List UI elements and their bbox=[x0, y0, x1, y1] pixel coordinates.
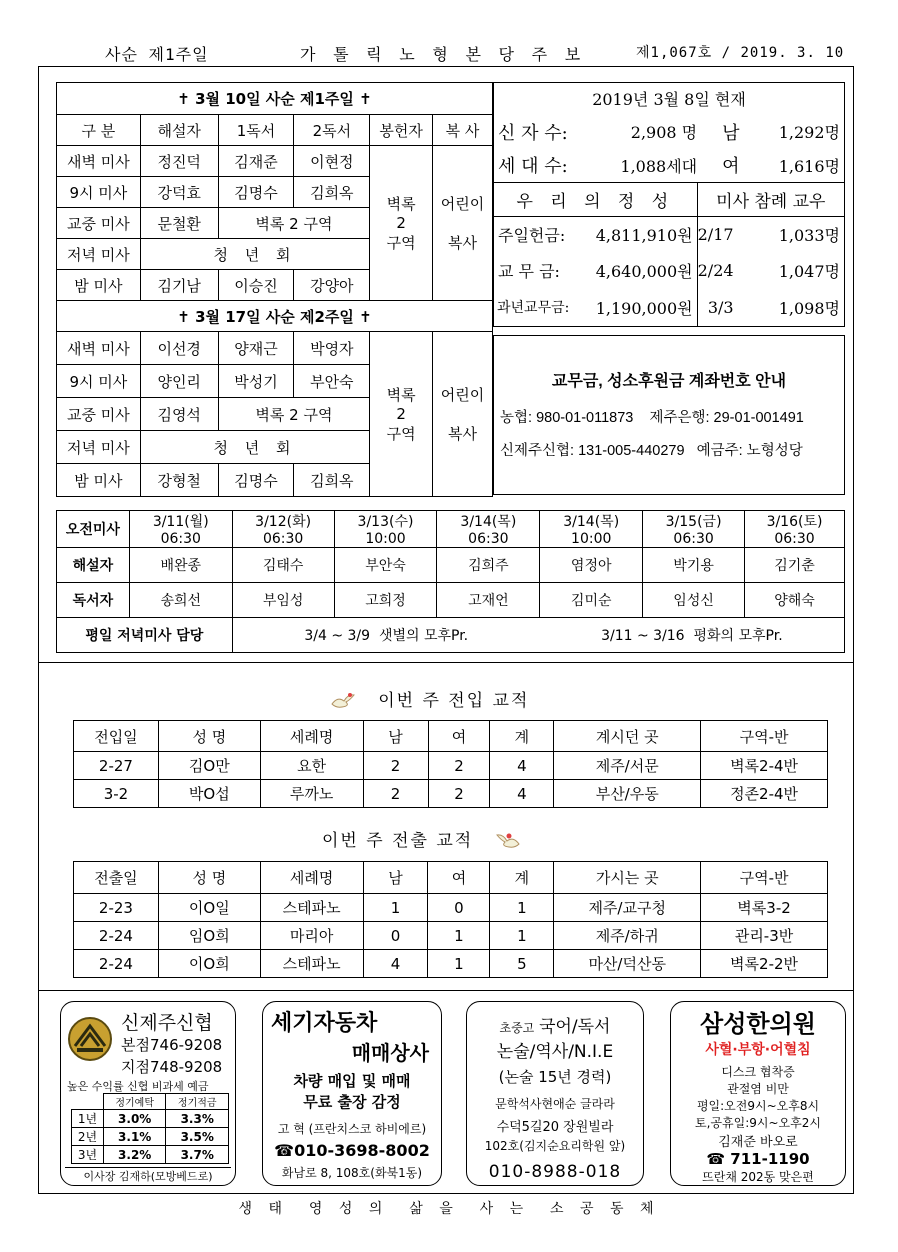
col-header: 전입일 bbox=[74, 721, 159, 752]
credit-union-logo-icon bbox=[67, 1016, 113, 1062]
stat-value: 1,616명 bbox=[740, 149, 845, 183]
col-header: 구 분 bbox=[57, 115, 141, 146]
col-header: 1독서 bbox=[218, 115, 294, 146]
car-dealer-person: 고 혁 (프란치스코 하비에르) bbox=[277, 1122, 427, 1136]
footer-slogan: 생 태 영 성 의 삶 을 사 는 소 공 동 체 bbox=[238, 1201, 660, 1217]
weekday-mass-table bbox=[56, 510, 845, 653]
table-cell: 이선경 bbox=[140, 332, 218, 365]
account-line: 농협: 980-01-011873 제주은행: 29-01-001491 bbox=[500, 410, 804, 426]
col-header: 세례명 bbox=[260, 862, 363, 894]
clinic-line: 디스크 협착증 bbox=[721, 1065, 795, 1079]
attendance-count: 1,033명 bbox=[740, 217, 845, 253]
section-divider bbox=[38, 662, 854, 663]
table-cell: 부안숙 bbox=[294, 365, 370, 398]
table-row: 2-23 이O일 스테파노 1 0 1 제주/교구청 벽록3-2 bbox=[74, 894, 828, 922]
stat-label: 세 대 수: bbox=[494, 149, 592, 183]
table-cell: 양인리 bbox=[140, 365, 218, 398]
credit-union-name: 신제주신협 bbox=[121, 1012, 213, 1034]
ad-tutoring bbox=[466, 1001, 644, 1186]
dove-icon bbox=[330, 692, 356, 710]
clinic-name: 삼성한의원 bbox=[700, 1010, 816, 1038]
ad-car-dealer bbox=[262, 1001, 442, 1186]
attendance-date: 3/3 bbox=[697, 289, 739, 327]
col-header: 여 bbox=[428, 862, 490, 894]
mass-label: 저녁 미사 bbox=[57, 431, 141, 464]
commentator-cell: 박기용 bbox=[643, 548, 745, 583]
stat-label: 여 bbox=[697, 149, 739, 183]
commentator-cell: 김희주 bbox=[437, 548, 540, 583]
offering-value: 1,190,000원 bbox=[591, 289, 697, 327]
commentator-cell: 김기춘 bbox=[745, 548, 845, 583]
car-dealer-phone: ☎010-3698-8002 bbox=[274, 1141, 430, 1160]
account-title: 교무금, 성소후원금 계좌번호 안내 bbox=[551, 373, 787, 390]
clinic-line: 관절염 비만 bbox=[727, 1082, 789, 1096]
rate-table: 정기예탁 정기적금 1년 3.0% 3.3% 2년 3.1% 3.5% 3년 3.2% 3.7% bbox=[71, 1093, 229, 1164]
table-cell: 강양아 bbox=[294, 270, 370, 301]
account-line: 신제주신협: 131-005-440279 예금주: 노형성당 bbox=[500, 443, 803, 459]
car-dealer-line: 차량 매입 및 매매 bbox=[293, 1072, 411, 1090]
mass-label: 9시 미사 bbox=[57, 177, 141, 208]
tutoring-teacher: 문학석사현애순 글라라 bbox=[495, 1097, 615, 1111]
offering-label: 교 무 금: bbox=[494, 253, 592, 289]
table-cell: 양재근 bbox=[218, 332, 294, 365]
table-cell: 이현정 bbox=[294, 146, 370, 177]
mass-label: 저녁 미사 bbox=[57, 239, 141, 270]
dove-icon bbox=[495, 832, 521, 850]
stats-date: 2019년 3월 8일 현재 bbox=[494, 83, 845, 115]
clinic-location: 뜨란채 202동 맞은편 bbox=[702, 1170, 814, 1184]
mass-label: 새벽 미사 bbox=[57, 332, 141, 365]
stat-label: 남 bbox=[722, 122, 740, 144]
offering-label: 과년교무금: bbox=[494, 289, 592, 327]
weekday-date-cell: 3/11(월) 06:30 bbox=[129, 511, 232, 548]
col-header: 해설자 bbox=[140, 115, 218, 146]
credit-union-branch: 본점746-9208 bbox=[121, 1036, 223, 1054]
table-cell: 문철환 bbox=[140, 208, 218, 239]
tutoring-phone: 010-8988-018 bbox=[488, 1162, 622, 1182]
reader-cell: 고희정 bbox=[334, 583, 437, 618]
col-header: 성 명 bbox=[158, 721, 260, 752]
reader-cell: 고재언 bbox=[437, 583, 540, 618]
tutoring-subject: 국어/독서 bbox=[539, 1017, 611, 1037]
col-header: 계 bbox=[490, 862, 554, 894]
weekday-date-cell: 3/15(금) 06:30 bbox=[643, 511, 745, 548]
attendance-count: 1,098명 bbox=[740, 289, 845, 327]
clinic-doctor: 김재준 바오로 bbox=[718, 1135, 798, 1150]
mass-attendance-title: 미사 참례 교우 bbox=[697, 183, 844, 217]
mass-label: 새벽 미사 bbox=[57, 146, 141, 177]
tutoring-address: 수덕5길20 장원빌라 bbox=[496, 1120, 614, 1135]
col-header: 2독서 bbox=[294, 115, 370, 146]
server-cell: 어린이 복사 bbox=[433, 332, 493, 497]
clinic-hours: 평일:오전9시~오후8시 bbox=[696, 1099, 820, 1113]
reader-cell: 송희선 bbox=[129, 583, 232, 618]
schedule2-title: ✝ 3월 17일 사순 제2주일 ✝ bbox=[57, 301, 493, 332]
col-header: 성 명 bbox=[158, 862, 260, 894]
table-cell: 강덕효 bbox=[140, 177, 218, 208]
section-divider bbox=[38, 990, 854, 991]
mass-label: 9시 미사 bbox=[57, 365, 141, 398]
car-dealer-address: 화남로 8, 108호(화북1동) bbox=[281, 1166, 423, 1180]
attendance-count: 1,047명 bbox=[740, 253, 845, 289]
credit-union-note: 높은 수익률 신협 비과세 예금 bbox=[67, 1080, 209, 1093]
col-header: 가시는 곳 bbox=[554, 862, 701, 894]
credit-union-branch: 지점748-9208 bbox=[121, 1058, 223, 1076]
movein-title: 이번 주 전입 교적 bbox=[378, 691, 530, 711]
table-row: 3-2 박O섭 루까노 2 2 4 부산/우동 정존2-4반 bbox=[74, 780, 828, 808]
evening-mass-duty: 3/11 ~ 3/16 평화의 모후Pr. bbox=[540, 618, 845, 653]
mass-label: 밤 미사 bbox=[57, 270, 141, 301]
moveout-table bbox=[73, 861, 828, 978]
table-cell: 박영자 bbox=[294, 332, 370, 365]
col-header: 세례명 bbox=[260, 721, 363, 752]
table-cell: 김명수 bbox=[218, 464, 294, 497]
offering-label: 주일헌금: bbox=[494, 217, 592, 253]
reader-cell: 양해숙 bbox=[745, 583, 845, 618]
table-cell: 청 년 회 bbox=[140, 431, 369, 464]
mass-label: 교중 미사 bbox=[57, 208, 141, 239]
schedule1-title: ✝ 3월 10일 사순 제1주일 ✝ bbox=[57, 83, 493, 115]
attendance-date: 2/24 bbox=[697, 253, 739, 289]
bulletin-title: 가 톨 릭 노 형 본 당 주 보 bbox=[300, 45, 585, 64]
clinic-services: 사혈·부항·어혈침 bbox=[705, 1042, 811, 1058]
stat-label: 신 자 수: bbox=[494, 115, 592, 149]
row-label: 오전미사 bbox=[57, 511, 130, 548]
offering-value: 4,640,000원 bbox=[595, 262, 693, 281]
col-header: 계 bbox=[490, 721, 554, 752]
parish-stats bbox=[493, 82, 845, 327]
table-cell: 벽록 2 구역 bbox=[218, 398, 370, 431]
ad-clinic bbox=[670, 1001, 846, 1186]
table-cell: 정진덕 bbox=[140, 146, 218, 177]
table-cell: 김희옥 bbox=[294, 177, 370, 208]
clinic-hours: 토,공휴일:9시~오후2시 bbox=[695, 1116, 821, 1130]
tutoring-grade: 초중고 bbox=[499, 1021, 535, 1035]
movein-title-wrap bbox=[330, 686, 529, 711]
table-cell: 박성기 bbox=[218, 365, 294, 398]
attendance-date: 2/17 bbox=[697, 217, 739, 253]
week-label: 사순 제1주일 bbox=[105, 45, 209, 64]
reader-cell: 임성신 bbox=[643, 583, 745, 618]
clinic-phone: ☎ 711-1190 bbox=[706, 1150, 810, 1168]
stat-value: 1,292명 bbox=[740, 115, 845, 149]
tutoring-subjects: 논술/역사/N.I.E bbox=[496, 1042, 614, 1062]
row-label: 해설자 bbox=[57, 548, 130, 583]
tutoring-experience: (논술 15년 경력) bbox=[498, 1068, 612, 1086]
moveout-title: 이번 주 전출 교적 bbox=[322, 831, 474, 851]
ad-credit-union bbox=[60, 1001, 236, 1186]
car-dealer-line: 무료 출장 감정 bbox=[303, 1093, 401, 1111]
credit-union-ceo: 이사장 김재하(모방베드로) bbox=[65, 1167, 231, 1184]
table-cell: 강형철 bbox=[140, 464, 218, 497]
mass-label: 밤 미사 bbox=[57, 464, 141, 497]
table-cell: 청 년 회 bbox=[140, 239, 369, 270]
reader-cell: 부임성 bbox=[232, 583, 334, 618]
table-cell: 김희옥 bbox=[294, 464, 370, 497]
table-row: 2-24 임O희 마리아 0 1 1 제주/하귀 관리-3반 bbox=[74, 922, 828, 950]
stat-value: 2,908 명 bbox=[630, 123, 698, 142]
weekday-date-cell: 3/14(목) 10:00 bbox=[540, 511, 643, 548]
movein-table bbox=[73, 720, 828, 808]
col-header: 구역-반 bbox=[701, 862, 828, 894]
table-row: 2-27 김O만 요한 2 2 4 제주/서문 벽록2-4반 bbox=[74, 752, 828, 780]
tutoring-address: 102호(김지순요리학원 앞) bbox=[484, 1139, 626, 1153]
table-row: 2-24 이O희 스테파노 4 1 5 마산/덕산동 벽록2-2반 bbox=[74, 950, 828, 978]
weekday-date-cell: 3/16(토) 06:30 bbox=[745, 511, 845, 548]
col-header: 전출일 bbox=[74, 862, 159, 894]
stat-value: 1,088세대 bbox=[591, 149, 697, 183]
col-header: 복 사 bbox=[433, 115, 493, 146]
account-info bbox=[493, 335, 845, 495]
table-cell: 김기남 bbox=[140, 270, 218, 301]
col-header: 남 bbox=[363, 862, 428, 894]
commentator-cell: 염정아 bbox=[540, 548, 643, 583]
table-cell: 이승진 bbox=[218, 270, 294, 301]
table-cell: 김재준 bbox=[218, 146, 294, 177]
col-header: 여 bbox=[428, 721, 490, 752]
col-header: 구역-반 bbox=[701, 721, 828, 752]
table-cell: 벽록 2 구역 bbox=[218, 208, 370, 239]
schedule-table bbox=[56, 82, 493, 497]
reader-cell: 김미순 bbox=[540, 583, 643, 618]
moveout-title-wrap bbox=[322, 826, 521, 851]
server-cell: 어린이 복사 bbox=[433, 146, 493, 301]
table-cell: 김영석 bbox=[140, 398, 218, 431]
evening-mass-label: 평일 저녁미사 담당 bbox=[57, 618, 233, 653]
car-dealer-sub: 매매상사 bbox=[351, 1041, 429, 1065]
issue-number: 제1,067호 / 2019. 3. 10 bbox=[636, 45, 845, 61]
commentator-cell: 부안숙 bbox=[334, 548, 437, 583]
offertory-cell: 벽록 2 구역 bbox=[370, 332, 433, 497]
offering-value: 4,811,910원 bbox=[595, 226, 693, 246]
mass-label: 교중 미사 bbox=[57, 398, 141, 431]
col-header: 계시던 곳 bbox=[554, 721, 701, 752]
car-dealer-name: 세기자동차 bbox=[271, 1011, 378, 1036]
weekday-date-cell: 3/13(수) 10:00 bbox=[334, 511, 437, 548]
row-label: 독서자 bbox=[57, 583, 130, 618]
weekday-date-cell: 3/14(목) 06:30 bbox=[437, 511, 540, 548]
table-cell: 김명수 bbox=[218, 177, 294, 208]
col-header: 봉헌자 bbox=[370, 115, 433, 146]
offering-title: 우 리 의 정 성 bbox=[494, 183, 698, 217]
offertory-cell: 벽록 2 구역 bbox=[370, 146, 433, 301]
weekday-date-cell: 3/12(화) 06:30 bbox=[232, 511, 334, 548]
commentator-cell: 배완종 bbox=[129, 548, 232, 583]
commentator-cell: 김태수 bbox=[232, 548, 334, 583]
col-header: 남 bbox=[363, 721, 428, 752]
evening-mass-duty: 3/4 ~ 3/9 샛별의 모후Pr. bbox=[232, 618, 540, 653]
